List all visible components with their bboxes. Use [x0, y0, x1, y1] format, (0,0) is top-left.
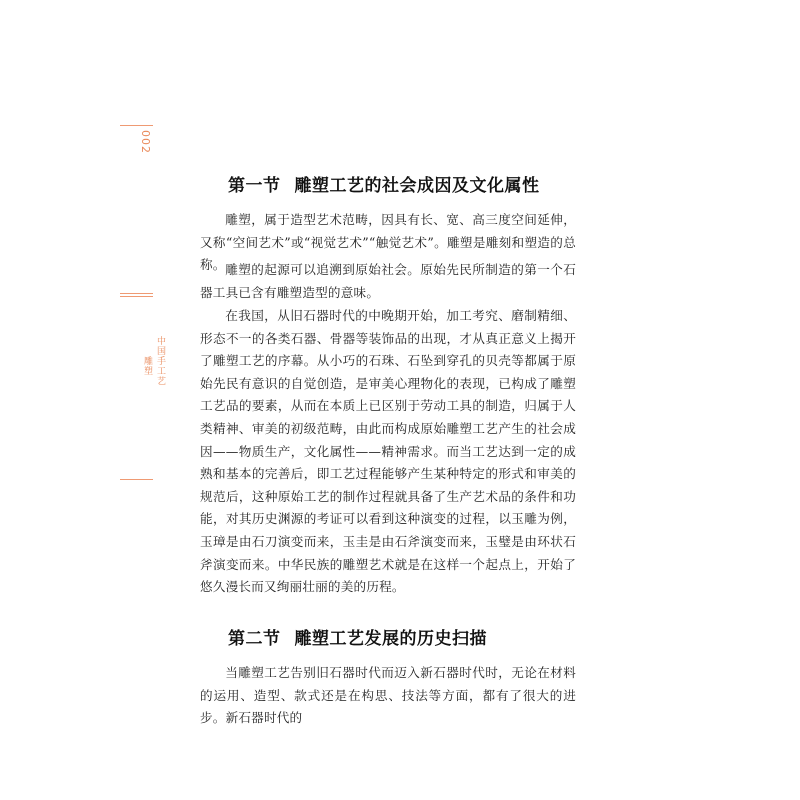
sidebar-rule-middle-1: [120, 293, 153, 294]
section-1-paragraph-2: 雕塑的起源可以追溯到原始社会。原始先民所制造的第一个石器工具已含有雕塑造型的意味。: [200, 262, 576, 300]
section-1-paragraph-1: 雕塑，属于造型艺术范畴，因具有长、宽、高三度空间延伸，又称“空间艺术”或“视觉艺术”“触觉艺术”。雕塑是雕刻和塑造的总称。: [200, 212, 576, 273]
sidebar-rule-top: [120, 125, 153, 126]
running-head: [141, 336, 167, 386]
section-2-number: 第二节: [228, 629, 281, 649]
page-number: 002: [139, 130, 152, 154]
section-2-heading: [228, 624, 628, 649]
section-1-heading: [228, 171, 628, 196]
section-2-paragraph-1: 当雕塑工艺告别旧石器时代而迈入新石器时代时，无论在材料的运用、造型、款式还是在构思、技法等方面，都有了很大的进步。新石器时代的: [200, 665, 576, 726]
running-head-book-title: 中国手工艺: [155, 336, 165, 386]
section-1-paragraph-3: 在我国，从旧石器时代的中晚期开始，加工考究、磨制精细、形态不一的各类石器、骨器等装饰品的出现，才从真正意义上揭开了雕塑工艺的序幕。从小巧的石珠、石坠到穿孔的贝壳等都属于原始先民有意识的自觉创造，是审美心理物化的表现，已构成了雕塑工艺品的要素，从而在本质上已区别于劳动工具的制造，归属于人类精神、审美的初级范畴，由此而构成原始雕塑工艺产生的社会成因——物质生产，文化属性——精神需求。而当工艺达到一定的成熟和基本的完善后，即工艺过程能够产生某种特定的形式和审美的规范后，这种原始工艺的制作过程就具备了生产艺术品的条件和功能，对其历史渊源的考证可以看到这种演变的过程，以玉雕为例，玉璋是由石刀演变而来，玉圭是由石斧演变而来，玉璧是由环状石斧演变而来。中华民族的雕塑艺术就是在这样一个起点上，开始了悠久漫长而又绚丽壮丽的美的历程。: [200, 308, 576, 595]
section-1-title: 雕塑工艺的社会成因及文化属性: [294, 176, 540, 196]
section-1-number: 第一节: [228, 176, 281, 196]
sidebar-rule-middle-2: [120, 296, 153, 297]
section-2-title: 雕塑工艺发展的历史扫描: [294, 629, 487, 649]
running-head-chapter-title: 雕塑: [142, 356, 152, 376]
sidebar-rule-bottom: [120, 479, 153, 480]
